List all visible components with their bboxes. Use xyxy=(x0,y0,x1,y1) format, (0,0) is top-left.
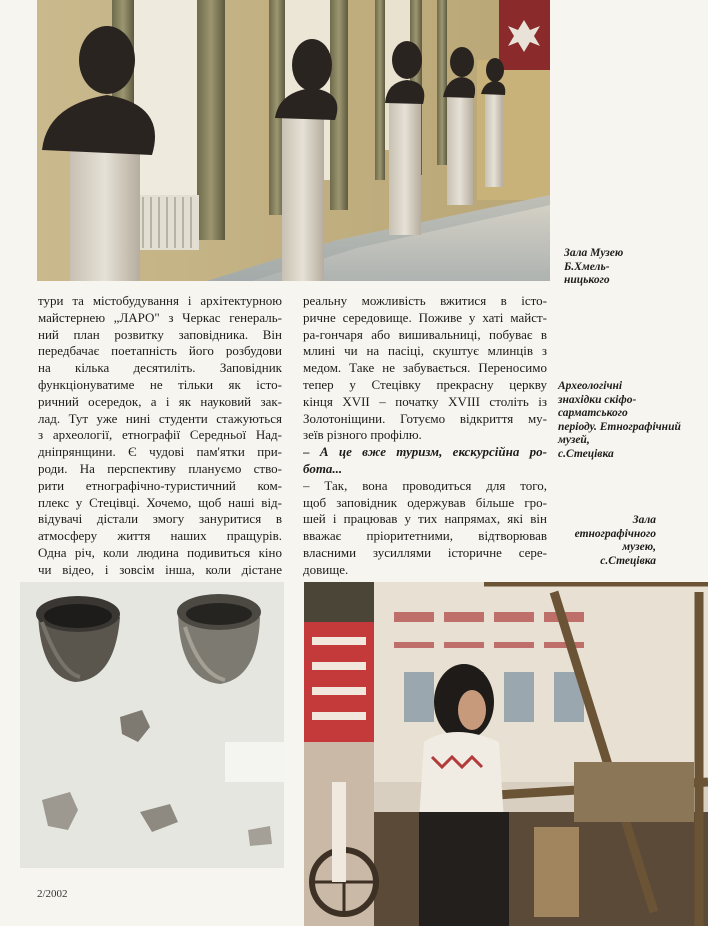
text-line: на кілька десятиліть. Заповідник xyxy=(38,360,282,376)
text-line: шей і працював у тих напрямах, які він xyxy=(303,511,547,527)
text-line: зеїв різного профілю. xyxy=(303,427,422,443)
caption-archaeological-finds xyxy=(558,380,698,461)
interview-question: бота... xyxy=(303,460,343,476)
caption-line: музей, xyxy=(558,434,590,446)
text-line: ричне середовище. Поживе у хаті майст- xyxy=(303,309,547,325)
text-line: ний план розвитку заповідника. Він xyxy=(38,326,282,342)
caption-line: ницького xyxy=(564,274,610,286)
caption-museum-hall xyxy=(564,247,674,288)
text-line: відувачі дістали змогу зануритися в xyxy=(38,511,282,527)
museum-hall-photo xyxy=(37,0,550,281)
caption-line: Зала xyxy=(632,514,656,526)
caption-line: знахідки скіфо- xyxy=(558,393,637,406)
text-line: рити етнографічно-туристичний ком- xyxy=(38,477,282,493)
text-line: з археології, етнографії Середньої Над- xyxy=(38,427,282,443)
text-line: медом. Таке не забувається. Переносимо xyxy=(303,360,547,376)
caption-line: періоду. Етнографічний xyxy=(558,420,681,433)
caption-line: Зала Музею xyxy=(564,247,624,259)
caption-line: Археологічні xyxy=(558,380,623,392)
text-line: лад. Тут уже нині студенти стажуються xyxy=(38,410,282,426)
caption-line: етнографічного xyxy=(574,527,656,540)
text-line: млині чи на пасіці, скуштує млинців з xyxy=(303,343,547,359)
text-line: ричний осередок, а і як науковий зак- xyxy=(38,393,282,409)
text-line: – Так, вона проводиться для того, xyxy=(303,477,547,493)
caption-line: Б.Хмель- xyxy=(564,260,610,273)
text-line: Золотоніщини. Готуємо відкриття му- xyxy=(303,410,547,426)
text-line: роди. На перспективу плануємо ство- xyxy=(38,460,282,476)
text-line: реальну можливість вжитися в істо- xyxy=(303,293,547,308)
text-line: ра-гончаря або вишивальниці, побуває в xyxy=(303,326,547,342)
article-column-right xyxy=(303,293,547,579)
ethnographic-hall-photo xyxy=(304,582,708,926)
text-line: Одна річ, коли людина подивиться кіно xyxy=(38,544,282,560)
text-line: щоб заповідник одержував більше гро- xyxy=(303,494,547,510)
article-column-left xyxy=(38,293,282,579)
text-line: атмосферу життя наших пращурів. xyxy=(38,528,282,544)
text-line: плекс у Стецівці. Хочемо, щоб наші від- xyxy=(38,494,282,510)
text-line: довище. xyxy=(303,561,349,577)
text-line: кінця XVII – початку XVIII століть із xyxy=(303,393,547,409)
caption-line: с.Стецівка xyxy=(600,554,656,567)
caption-ethnographic-hall xyxy=(548,514,656,568)
text-line: функціонуватиме не тільки як істо- xyxy=(38,376,282,392)
text-line: тури та містобудування і архітектурною xyxy=(38,293,282,308)
issue-number: 2/2002 xyxy=(37,888,68,900)
caption-line: музею, xyxy=(622,541,656,553)
archaeological-finds-photo xyxy=(20,582,284,868)
text-line: передбачає поетапність його розбудови xyxy=(38,343,282,359)
caption-line: сарматського xyxy=(558,407,628,419)
interview-question: – А це вже туризм, екскурсійна ро- xyxy=(303,444,547,460)
text-line: чи відео, і зовсім інша, коли дістане xyxy=(38,561,282,577)
text-line: майстернею „ЛАРО" з Черкас генераль- xyxy=(38,309,282,325)
text-line: вважає пріоритетними, відтворював xyxy=(303,528,547,544)
caption-line: с.Стецівка xyxy=(558,447,614,460)
text-line: дніпрянщини. Є чудові пам'ятки при- xyxy=(38,444,282,460)
text-line: тепер у Стецівку прекрасну церкву xyxy=(303,376,547,392)
text-line: власними зусиллями історичне сере- xyxy=(303,544,547,560)
